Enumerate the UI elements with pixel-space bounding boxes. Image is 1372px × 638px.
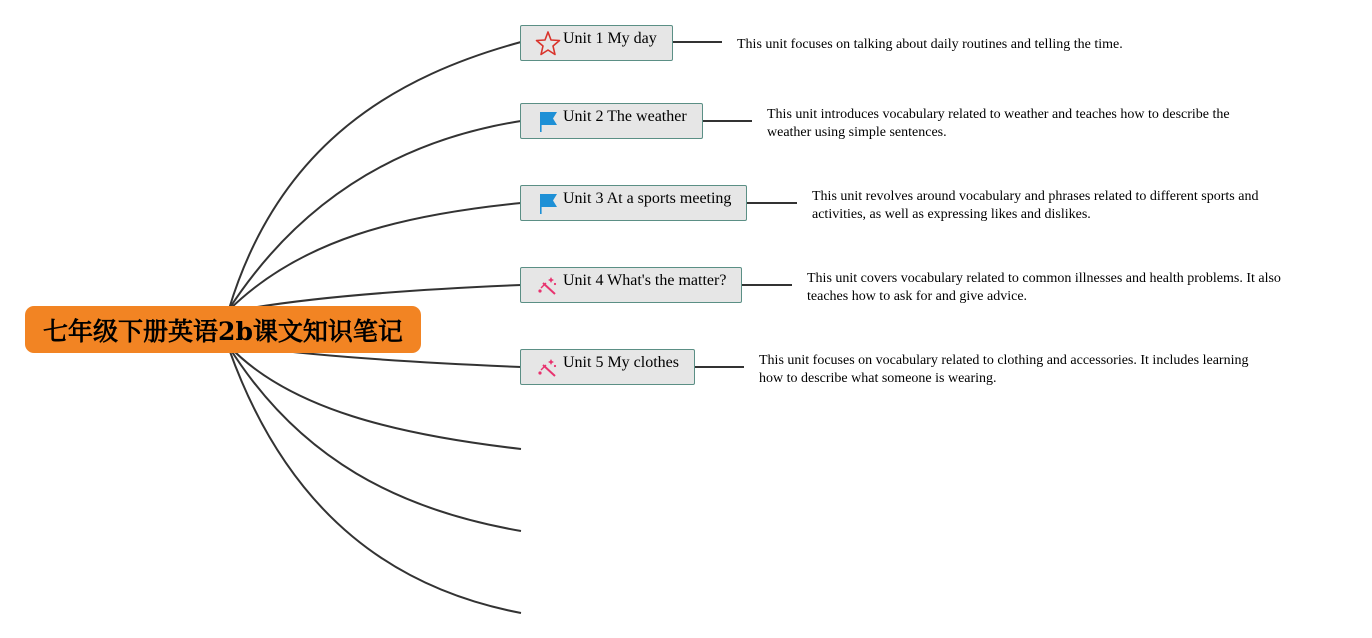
flag-icon	[535, 190, 561, 216]
flag-icon	[535, 108, 561, 134]
topic-label: Unit 3 At a sports meeting	[563, 190, 732, 207]
topic-unit-4[interactable]	[520, 267, 742, 303]
topic-label: Unit 4 What's the matter?	[563, 272, 727, 289]
topic-unit-5[interactable]	[520, 349, 695, 385]
branch-line-1	[229, 42, 521, 309]
root-topic[interactable]: 七年级下册英语2b课文知识笔记	[25, 306, 421, 353]
magic-wand-icon	[535, 272, 561, 298]
description-unit-2: This unit introduces vocabulary related to weather and teaches how to describe the weather using simple sentences.	[767, 107, 1230, 139]
topic-label: Unit 1 My day	[563, 30, 657, 47]
branch-line-7	[229, 347, 521, 531]
description-unit-1: This unit focuses on talking about daily routines and telling the time.	[737, 37, 1123, 51]
topic-unit-2[interactable]	[520, 103, 703, 139]
description-unit-3: This unit revolves around vocabulary and phrases related to different sports and activities, as well as expressing likes and dislikes.	[812, 189, 1259, 221]
description-unit-5: This unit focuses on vocabulary related to clothing and accessories. It includes learning how to describe what someone is wearing.	[759, 353, 1249, 385]
topic-unit-3[interactable]	[520, 185, 747, 221]
topic-unit-1[interactable]	[520, 25, 673, 61]
magic-wand-icon	[535, 354, 561, 380]
topic-label: Unit 2 The weather	[563, 108, 687, 125]
branch-line-6	[229, 346, 521, 449]
topic-label: Unit 5 My clothes	[563, 354, 679, 371]
star-icon	[535, 30, 561, 56]
branch-line-8	[229, 349, 521, 613]
description-unit-4: This unit covers vocabulary related to common illnesses and health problems. It also teaches how to ask for and give advice.	[807, 271, 1281, 303]
branch-line-2	[229, 121, 521, 309]
